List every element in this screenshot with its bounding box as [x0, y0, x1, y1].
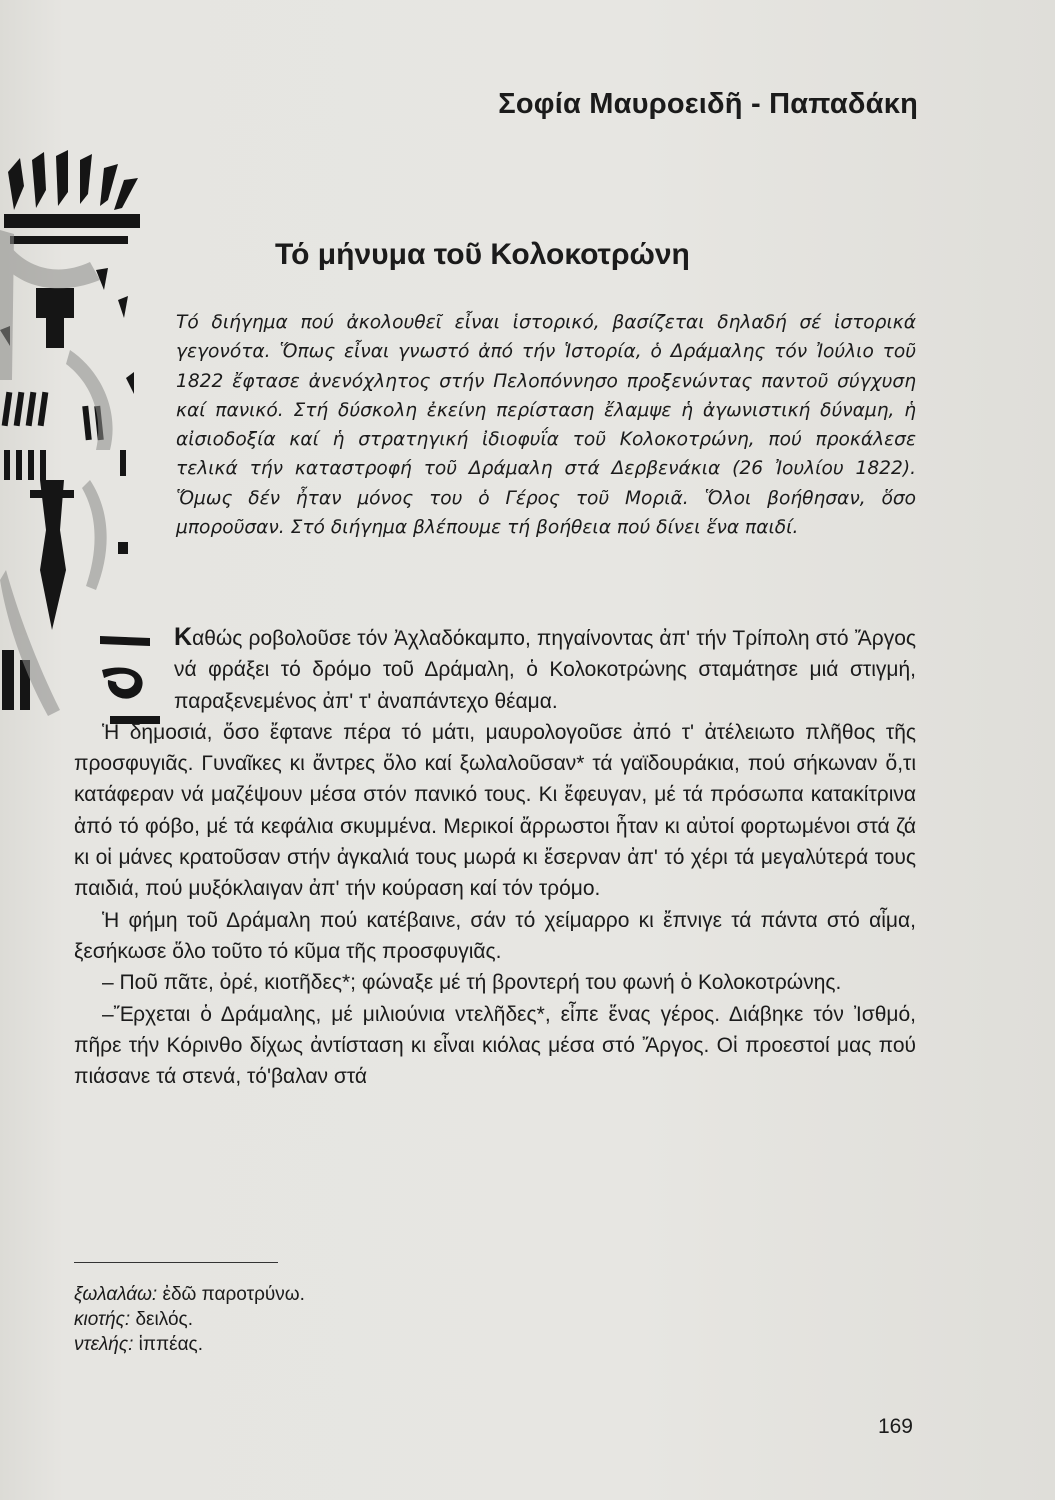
footnote-item: [74, 1332, 305, 1357]
author-name: Σοφία Μαυροειδῆ - Παπαδάκη: [498, 88, 918, 120]
paragraph: Ἡ φήμη τοῦ Δράμαλη πού κατέβαινε, σάν τό χείμαρρο κι ἔπνιγε τά πάντα στό αἷμα, ξεσήκωσε ὅλο τοῦτο τό κῦμα τῆς προσφυγιᾶς.: [74, 908, 916, 963]
drop-cap: Κ: [174, 623, 193, 651]
footnote-item: [74, 1307, 305, 1332]
page-number: 169: [877, 1415, 913, 1438]
footnote-term: κιοτής:: [74, 1309, 131, 1330]
footnote-term: ντελής:: [74, 1334, 134, 1355]
footnotes: [74, 1282, 305, 1357]
first-paragraph: [74, 622, 916, 717]
paragraph: Ἡ δημοσιά, ὅσο ἔφτανε πέρα τό μάτι, μαυρολογοῦσε ἀπό τ' ἀτέλειωτο πλῆθος τῆς προσφυγιᾶς. Γυναῖκες κι ἄντρες ὅλο καί ξωλαλοῦσαν* τά γαϊδουράκια, πού σήκωναν ὅ,τι κατάφεραν νά μαζέψουν μέσα στόν πανικό τους. Κι ἔφευγαν, μέ τά πρόσωπα κατακίτρινα ἀπό τό φόβο, μέ τά κεφάλια σκυμμένα. Μερικοί ἄρρωστοι ἦταν κι αὐτοί φορτωμένοι στά ζά κι οἱ μάνες κρατοῦσαν στήν ἀγκαλιά τους μωρά κι ἔσερναν ἀπ' τό χέρι τά μεγαλύτερά τους παιδιά, πού μυξόκλαιγαν ἀπ' τήν κούραση καί τόν τρόμο.: [74, 720, 916, 901]
footnote-term: ξωλαλάω:: [74, 1284, 158, 1305]
story-body: [74, 622, 916, 1092]
footnote-definition: ἐδῶ παροτρύνω.: [162, 1284, 305, 1305]
footnote-item: [74, 1282, 305, 1307]
story-title: Τό μήνυμα τοῦ Κολοκοτρώνη: [275, 238, 690, 271]
footnote-definition: δειλός.: [135, 1309, 193, 1330]
footnote-divider: [74, 1262, 278, 1263]
dialogue-paragraph: –Ἔρχεται ὁ Δράμαλης, μέ μιλιούνια ντελῆδες*, εἶπε ἕνας γέρος. Διάβηκε τόν Ἰσθμό, πῆρε τήν Κόρινθο δίχως ἀντίσταση κι εἶναι κιόλας μέσα στό Ἄργος. Οἱ προεστοί μας πού πιάσανε τά στενά, τό'βαλαν στά: [74, 1002, 916, 1089]
intro-paragraph: Τό διήγημα πού ἀκολουθεῖ εἶναι ἱστορικό, βασίζεται δηλαδή σέ ἱστορικά γεγονότα. Ὅπως εἶναι γνωστό ἀπό τήν Ἱστορία, ὁ Δράμαλης τόν Ἰούλιο τοῦ 1822 ἔφτασε ἀνενόχλητος στήν Πελοπόννησο προξενώντας παντοῦ σύγχυση καί πανικό. Στή δύσκολη ἐκείνη περίσταση ἔλαμψε ἡ ἀγωνιστική δύναμη, ἡ αἰσιοδοξία καί ἡ στρατηγική ἰδιοφυΐα τοῦ Κολοκοτρώνη, πού προκάλεσε τελικά τήν καταστροφή τοῦ Δράμαλη στά Δερβενάκια (26 Ἰουλίου 1822). Ὅμως δέν ἦταν μόνος του ὁ Γέρος τοῦ Μοριᾶ. Ὅλοι βοήθησαν, ὅσο μποροῦσαν. Στό διήγημα βλέπουμε τή βοήθεια πού δίνει ἕνα παιδί.: [176, 312, 916, 539]
dialogue-paragraph: – Ποῦ πᾶτε, ὀρέ, κιοτῆδες*; φώναξε μέ τή βροντερή του φωνή ὁ Κολοκοτρώνης.: [102, 971, 842, 995]
first-paragraph-text: αθώς ροβολοῦσε τόν Ἀχλαδόκαμπο, πηγαίνοντας ἀπ' τήν Τρίπολη στό Ἄργος νά φράξει τό δρόμο τοῦ Δράμαλη, ὁ Κολοκοτρώνης σταμάτησε μιά στιγμή, παραξενεμένος ἀπ' τ' ἀναπάντεχο θέαμα.: [174, 627, 916, 713]
footnote-definition: ἱππέας.: [138, 1334, 203, 1355]
